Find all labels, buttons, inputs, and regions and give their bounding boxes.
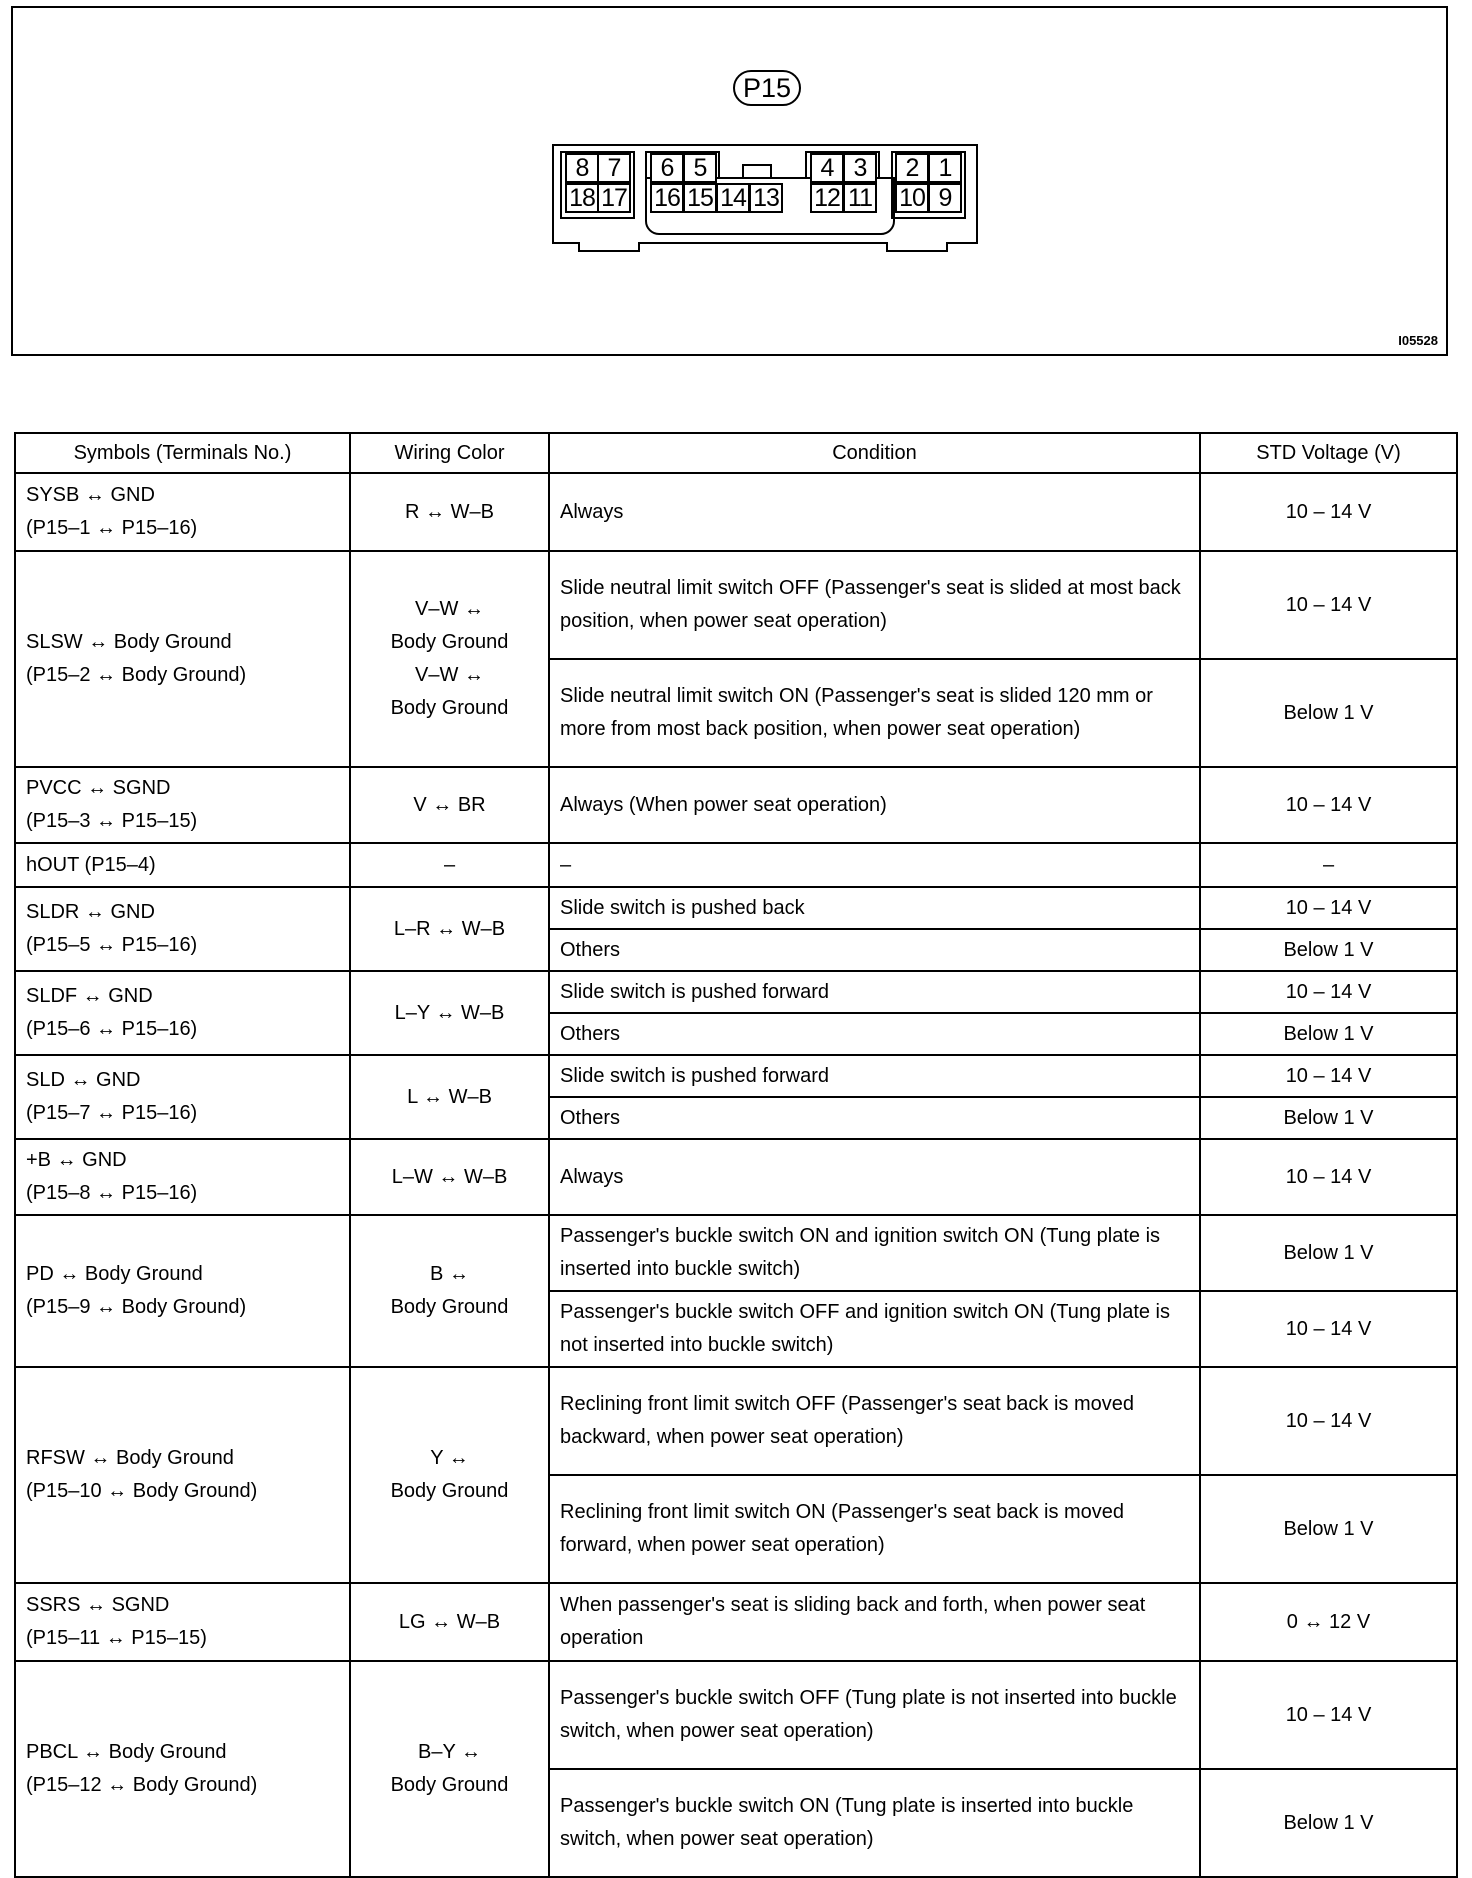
voltage-cell: 10 – 14 V — [1200, 1367, 1457, 1475]
pin-17: 17 — [597, 183, 631, 213]
table-row — [15, 1661, 1457, 1769]
connector-figure — [11, 6, 1448, 356]
pin-2: 2 — [895, 153, 929, 183]
condition-cell: Passenger's buckle switch OFF (Tung plate is not inserted into buckle switch, when power seat operation) — [549, 1661, 1200, 1769]
voltage-cell: 10 – 14 V — [1200, 1139, 1457, 1215]
table-row — [15, 1055, 1457, 1097]
header-wiring-color: Wiring Color — [350, 433, 549, 473]
wiring-cell: L ↔ W–B — [350, 1055, 549, 1139]
table-row — [15, 971, 1457, 1013]
table-row — [15, 1583, 1457, 1661]
wiring-cell: B ↔ Body Ground — [350, 1215, 549, 1367]
table-row — [15, 1139, 1457, 1215]
symbol-cell: PD ↔ Body Ground (P15–9 ↔ Body Ground) — [15, 1215, 350, 1367]
key-notch — [742, 164, 772, 179]
condition-cell: Always — [549, 473, 1200, 551]
condition-cell: Slide neutral limit switch OFF (Passenger's seat is slided at most back position, when power seat operation) — [549, 551, 1200, 659]
wiring-cell: R ↔ W–B — [350, 473, 549, 551]
symbol-cell: SYSB ↔ GND (P15–1 ↔ P15–16) — [15, 473, 350, 551]
condition-cell: Others — [549, 1013, 1200, 1055]
wiring-cell: B–Y ↔ Body Ground — [350, 1661, 549, 1877]
pin-18: 18 — [565, 183, 599, 213]
voltage-cell: 0 ↔ 12 V — [1200, 1583, 1457, 1661]
table-row — [15, 551, 1457, 659]
symbol-cell: +B ↔ GND (P15–8 ↔ P15–16) — [15, 1139, 350, 1215]
voltage-cell: 10 – 14 V — [1200, 551, 1457, 659]
condition-cell: When passenger's seat is sliding back and forth, when power seat operation — [549, 1583, 1200, 1661]
wiring-cell: L–R ↔ W–B — [350, 887, 549, 971]
condition-cell: Slide switch is pushed back — [549, 887, 1200, 929]
voltage-cell: 10 – 14 V — [1200, 767, 1457, 843]
table-row — [15, 887, 1457, 929]
voltage-cell: 10 – 14 V — [1200, 1291, 1457, 1367]
condition-cell: – — [549, 843, 1200, 887]
voltage-cell: 10 – 14 V — [1200, 473, 1457, 551]
pin-14: 14 — [716, 183, 750, 213]
condition-cell: Passenger's buckle switch ON and ignition switch ON (Tung plate is inserted into buckle switch) — [549, 1215, 1200, 1291]
connector-latch-right — [886, 242, 948, 252]
wiring-cell: V ↔ BR — [350, 767, 549, 843]
wiring-cell: Y ↔ Body Ground — [350, 1367, 549, 1583]
header-symbols: Symbols (Terminals No.) — [15, 433, 350, 473]
pin-13: 13 — [749, 183, 783, 213]
voltage-cell: – — [1200, 843, 1457, 887]
wiring-cell: V–W ↔ Body Ground V–W ↔ Body Ground — [350, 551, 549, 767]
condition-cell: Slide switch is pushed forward — [549, 1055, 1200, 1097]
wiring-cell: LG ↔ W–B — [350, 1583, 549, 1661]
header-std-voltage: STD Voltage (V) — [1200, 433, 1457, 473]
symbol-cell: PBCL ↔ Body Ground (P15–12 ↔ Body Ground) — [15, 1661, 350, 1877]
pin-12: 12 — [810, 183, 844, 213]
pin-9: 9 — [928, 183, 962, 213]
voltage-cell: Below 1 V — [1200, 1097, 1457, 1139]
pin-11: 11 — [843, 183, 877, 213]
wiring-cell: L–W ↔ W–B — [350, 1139, 549, 1215]
pin-4: 4 — [810, 153, 844, 183]
pin-15: 15 — [683, 183, 717, 213]
header-condition: Condition — [549, 433, 1200, 473]
table-header-row — [15, 433, 1457, 473]
voltage-cell: Below 1 V — [1200, 929, 1457, 971]
symbol-cell: SLSW ↔ Body Ground (P15–2 ↔ Body Ground) — [15, 551, 350, 767]
connector-label: P15 — [733, 70, 801, 106]
symbol-cell: hOUT (P15–4) — [15, 843, 350, 887]
pin-3: 3 — [843, 153, 877, 183]
condition-cell: Others — [549, 1097, 1200, 1139]
pin-8: 8 — [565, 153, 599, 183]
condition-cell: Reclining front limit switch OFF (Passenger's seat back is moved backward, when power seat operation) — [549, 1367, 1200, 1475]
pin-10: 10 — [895, 183, 929, 213]
voltage-cell: Below 1 V — [1200, 659, 1457, 767]
table-row — [15, 1367, 1457, 1475]
voltage-cell: Below 1 V — [1200, 1475, 1457, 1583]
symbol-cell: SLDR ↔ GND (P15–5 ↔ P15–16) — [15, 887, 350, 971]
pin-16: 16 — [650, 183, 684, 213]
condition-cell: Always — [549, 1139, 1200, 1215]
voltage-cell: Below 1 V — [1200, 1215, 1457, 1291]
table-row — [15, 767, 1457, 843]
condition-cell: Passenger's buckle switch OFF and ignition switch ON (Tung plate is not inserted into buckle switch) — [549, 1291, 1200, 1367]
pin-1: 1 — [928, 153, 962, 183]
condition-cell: Slide neutral limit switch ON (Passenger's seat is slided 120 mm or more from most back position, when power seat operation) — [549, 659, 1200, 767]
symbol-cell: RFSW ↔ Body Ground (P15–10 ↔ Body Ground) — [15, 1367, 350, 1583]
voltage-cell: 10 – 14 V — [1200, 971, 1457, 1013]
pin-7: 7 — [597, 153, 631, 183]
terminal-voltage-table — [14, 432, 1458, 1878]
voltage-cell: Below 1 V — [1200, 1013, 1457, 1055]
condition-cell: Slide switch is pushed forward — [549, 971, 1200, 1013]
symbol-cell: SLDF ↔ GND (P15–6 ↔ P15–16) — [15, 971, 350, 1055]
connector-latch-left — [578, 242, 640, 252]
figure-code: I05528 — [1398, 333, 1438, 348]
voltage-cell: 10 – 14 V — [1200, 1661, 1457, 1769]
symbol-cell: SLD ↔ GND (P15–7 ↔ P15–16) — [15, 1055, 350, 1139]
condition-cell: Passenger's buckle switch ON (Tung plate is inserted into buckle switch, when power seat operation) — [549, 1769, 1200, 1877]
pin-5: 5 — [683, 153, 717, 183]
table-row — [15, 843, 1457, 887]
voltage-cell: Below 1 V — [1200, 1769, 1457, 1877]
voltage-cell: 10 – 14 V — [1200, 887, 1457, 929]
condition-cell: Others — [549, 929, 1200, 971]
condition-cell: Always (When power seat operation) — [549, 767, 1200, 843]
pin-6: 6 — [650, 153, 684, 183]
wiring-cell: L–Y ↔ W–B — [350, 971, 549, 1055]
table-row — [15, 1215, 1457, 1291]
symbol-cell: SSRS ↔ SGND (P15–11 ↔ P15–15) — [15, 1583, 350, 1661]
voltage-cell: 10 – 14 V — [1200, 1055, 1457, 1097]
condition-cell: Reclining front limit switch ON (Passenger's seat back is moved forward, when power seat operation) — [549, 1475, 1200, 1583]
table-row — [15, 473, 1457, 551]
wiring-cell: – — [350, 843, 549, 887]
symbol-cell: PVCC ↔ SGND (P15–3 ↔ P15–15) — [15, 767, 350, 843]
